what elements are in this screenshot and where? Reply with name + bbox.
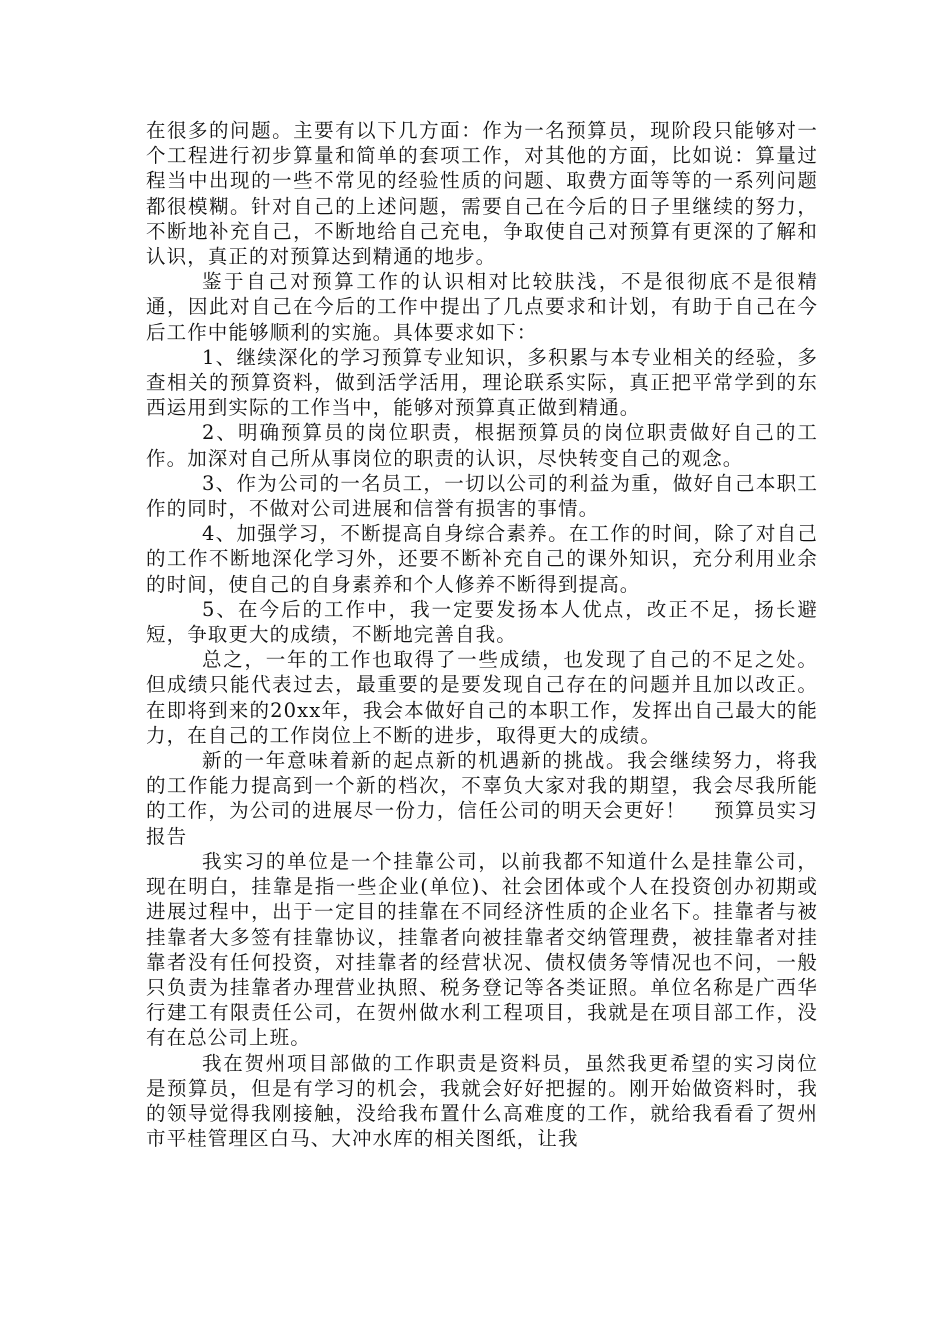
list-item-1: 1、继续深化的学习预算专业知识，多积累与本专业相关的经验，多查相关的预算资料，做到活学活用，理论联系实际，真正把平常学到的东西运用到实际的工作当中，能够对预算真正做到精通。: [146, 345, 818, 420]
paragraph-with-title: [146, 748, 818, 849]
paragraph: 在很多的问题。主要有以下几方面：作为一名预算员，现阶段只能够对一个工程进行初步算量和简单的套项工作，对其他的方面，比如说：算量过程当中出现的一些不常见的经验性质的问题、取费方面等等的一系列问题都很模糊。针对自己的上述问题，需要自己在今后的日子里继续的努力，不断地补充自己，不断地给自己充电，争取使自己对预算有更深的了解和认识，真正的对预算达到精通的地步。: [146, 119, 818, 269]
list-item-5: 5、在今后的工作中，我一定要发扬本人优点，改正不足，扬长避短，争取更大的成绩，不断地完善自我。: [146, 597, 818, 647]
list-item-2: 2、明确预算员的岗位职责，根据预算员的岗位职责做好自己的工作。加深对自己所从事岗位的职责的认识，尽快转变自己的观念。: [146, 421, 818, 470]
list-item-4: 4、加强学习，不断提高自身综合素养。在工作的时间，除了对自己的工作不断地深化学习外，还要不断补充自己的课外知识，充分利用业余的时间，使自己的自身素养和个人修养不断得到提高。: [146, 522, 818, 596]
paragraph: 鉴于自己对预算工作的认识相对比较肤浅，不是很彻底不是很精通，因此对自己在今后的工作中提出了几点要求和计划，有助于自己在今后工作中能够顺利的实施。具体要求如下：: [146, 270, 818, 344]
paragraph-text: 新的一年意味着新的起点新的机遇新的挑战。我会继续努力，将我的工作能力提高到一个新的档次，不辜负大家对我的期望，我会尽我所能的工作，为公司的进展尽一份力，信任公司的明天会更好！: [146, 749, 818, 823]
list-item-3: 3、作为公司的一名员工，一切以公司的利益为重，做好自己本职工作的同时，不做对公司进展和信誉有损害的事情。: [146, 471, 818, 521]
paragraph: 总之，一年的工作也取得了一些成绩，也发现了自己的不足之处。但成绩只能代表过去，最重要的是要发现自己存在的问题并且加以改正。在即将到来的20xx年，我会本做好自己的本职工作，发挥出自己最大的能力，在自己的工作岗位上不断的进步，取得更大的成绩。: [146, 648, 818, 747]
paragraph: 我在贺州项目部做的工作职责是资料员，虽然我更希望的实习岗位是预算员，但是有学习的机会，我就会好好把握的。刚开始做资料时，我的领导觉得我刚接触，没给我布置什么高难度的工作，就给我看看了贺州市平桂管理区白马、大冲水库的相关图纸，让我: [146, 1051, 818, 1151]
paragraph: 我实习的单位是一个挂靠公司，以前我都不知道什么是挂靠公司，现在明白，挂靠是指一些企业(单位)、社会团体或个人在投资创办初期或进展过程中，出于一定目的挂靠在不同经济性质的企业名下。挂靠者与被挂靠者大多签有挂靠协议，挂靠者向被挂靠者交纳管理费，被挂靠者对挂靠者没有任何投资，对挂靠者的经营状况、债权债务等情况也不问，一般只负责为挂靠者办理营业执照、税务登记等各类证照。单位名称是广西华行建工有限责任公司，在贺州做水利工程项目，我就是在项目部工作，没有在总公司上班。: [146, 849, 818, 1050]
document-body: [146, 118, 818, 1151]
section-title: 预算员实习报告: [146, 799, 818, 848]
